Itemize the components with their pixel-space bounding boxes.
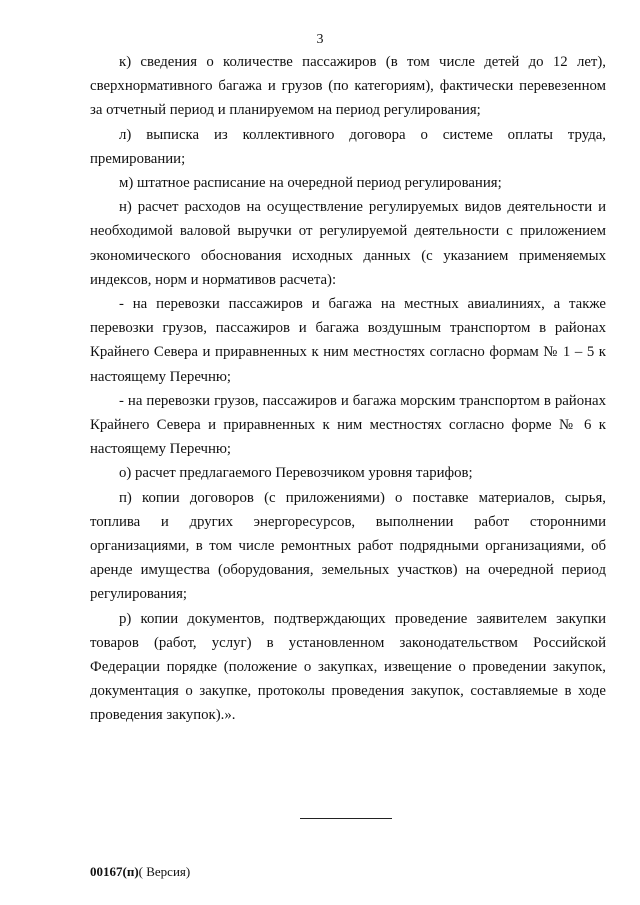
paragraph-m: м) штатное расписание на очередной период регулирования; bbox=[119, 175, 502, 192]
paragraph-o: о) расчет предлагаемого Перевозчиком уровня тарифов; bbox=[119, 465, 473, 482]
paragraph-r: р) копии документов, подтверждающих проведение заявителем закупки товаров (работ, услуг) в установленном законодательством Российской Федерации порядке (положение о закупках, извещение о проведении закупок, документация о закупке, протоколы проведения закупок, составляемые в ходе проведения закупок).». bbox=[90, 610, 606, 724]
paragraph-n-item-air: - на перевозки пассажиров и багажа на местных авиалиниях, а также перевозки грузов, пассажиров и багажа воздушным транспортом в районах Крайнего Севера и приравненных к ним местностях согласно формам № 1 – 5 к настоящему Перечню; bbox=[90, 296, 606, 385]
paragraph-p: п) копии договоров (с приложениями) о поставке материалов, сырья, топлива и других энергоресурсов, выполнении работ сторонними организациями, в том числе ремонтных работ подрядными организациями, об аренде имущества (оборудования, земельных участков) на очередной период регулирования; bbox=[90, 489, 606, 603]
footer-separator-line bbox=[300, 818, 392, 819]
document-version-label: ( Версия) bbox=[138, 864, 191, 879]
document-code-number: 00167(п) bbox=[90, 864, 139, 879]
paragraph-l: л) выписка из коллективного договора о системе оплаты труда, премировании; bbox=[90, 126, 606, 167]
paragraph-n-item-sea: - на перевозки грузов, пассажиров и багажа морским транспортом в районах Крайнего Севера и приравненных к ним местностях согласно форме № 6 к настоящему Перечню; bbox=[90, 392, 606, 458]
document-code bbox=[90, 864, 190, 880]
body-text bbox=[90, 50, 606, 728]
paragraph-n: н) расчет расходов на осуществление регулируемых видов деятельности и необходимой валовой выручки от регулируемой деятельности с приложением экономического обоснования исходных данных (с указанием применяемых индексов, норм и нормативов расчета): bbox=[90, 199, 606, 288]
page-number: 3 bbox=[316, 32, 324, 47]
paragraph-k: к) сведения о количестве пассажиров (в том числе детей до 12 лет), сверхнормативного багажа и грузов (по категориям), фактически перевезенном за отчетный период и планируемом на период регулирования; bbox=[90, 54, 606, 119]
